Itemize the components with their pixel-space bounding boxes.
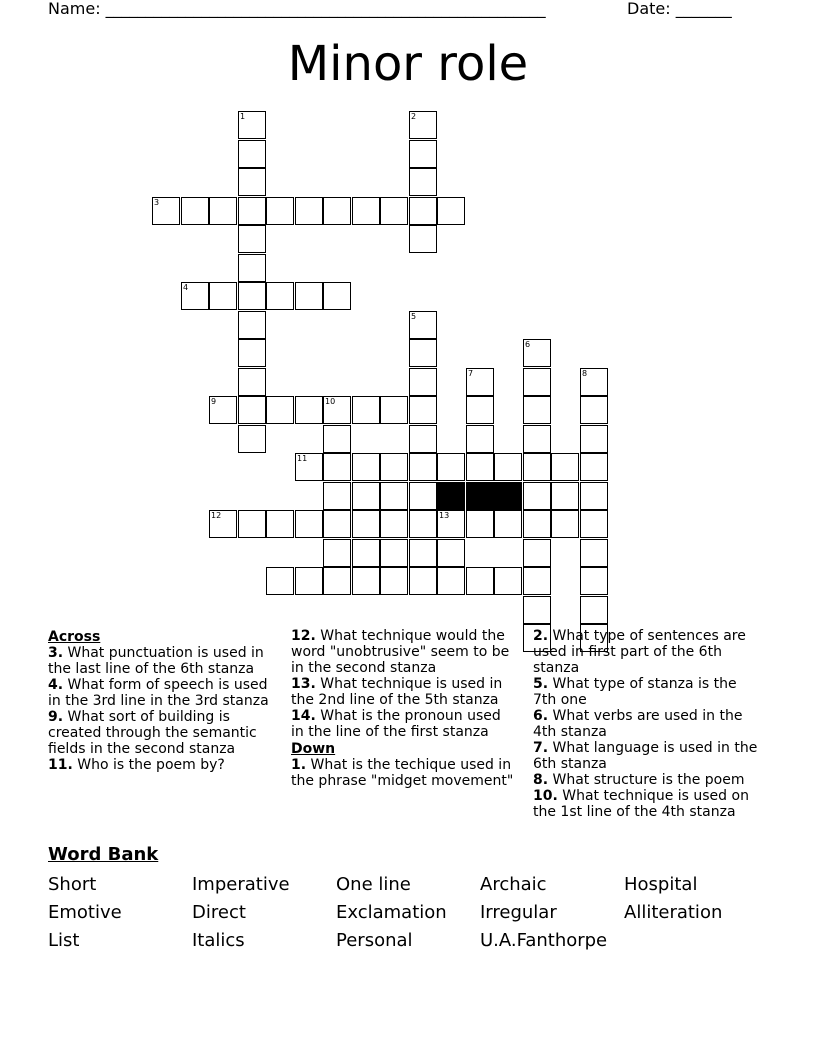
grid-cell[interactable]: [209, 282, 237, 310]
clue-text: What form of speech is used in the 3rd line in the 3rd stanza: [48, 677, 269, 709]
grid-cell[interactable]: [323, 396, 351, 424]
clue-item: [48, 757, 280, 773]
grid-cell[interactable]: [551, 453, 579, 481]
grid-cell[interactable]: [238, 140, 266, 168]
grid-cell[interactable]: [494, 510, 522, 538]
clue-text: What technique would the word "unobtrusive" seem to be in the second stanza: [291, 628, 510, 676]
clue-number: 6: [525, 340, 531, 349]
grid-cell[interactable]: [580, 368, 608, 396]
clue-number: 12.: [291, 628, 316, 644]
clue-text: Who is the poem by?: [72, 757, 225, 773]
grid-cell[interactable]: [295, 510, 323, 538]
grid-cell[interactable]: [551, 510, 579, 538]
clue-number: 11: [297, 454, 308, 463]
grid-cell[interactable]: [323, 539, 351, 567]
clue-text: What type of stanza is the 7th one: [533, 676, 737, 708]
word-bank-item: Personal: [336, 930, 413, 951]
grid-cell[interactable]: [409, 425, 437, 453]
grid-cell[interactable]: [238, 168, 266, 196]
grid-cell[interactable]: [352, 197, 380, 225]
grid-cell[interactable]: [409, 168, 437, 196]
grid-cell[interactable]: [523, 596, 551, 624]
grid-cell[interactable]: [437, 539, 465, 567]
grid-cell[interactable]: [209, 396, 237, 424]
grid-cell[interactable]: [409, 567, 437, 595]
clue-text: What sort of building is created through the semantic fields in the second stanza: [48, 709, 257, 757]
grid-cell[interactable]: [238, 311, 266, 339]
clue-number: 8: [582, 369, 588, 378]
clues-column-1: [48, 628, 280, 773]
clue-number: 5.: [533, 676, 549, 692]
grid-cell[interactable]: [238, 254, 266, 282]
grid-cell[interactable]: [380, 453, 408, 481]
word-bank-item: Irregular: [480, 902, 557, 923]
grid-cell[interactable]: [580, 567, 608, 595]
grid-cell[interactable]: [323, 482, 351, 510]
grid-cell[interactable]: [352, 396, 380, 424]
clue-number: 1.: [291, 757, 307, 773]
word-bank-item: Direct: [192, 902, 246, 923]
grid-cell[interactable]: [523, 539, 551, 567]
grid-cell[interactable]: [380, 482, 408, 510]
grid-cell[interactable]: [295, 282, 323, 310]
clue-text: What is the techique used in the phrase "midget movement": [291, 757, 514, 789]
word-bank-item: Emotive: [48, 902, 122, 923]
clue-number: 9.: [48, 709, 64, 725]
word-bank-item: Hospital: [624, 874, 698, 895]
clue-text: What punctuation is used in the last line of the 6th stanza: [48, 645, 264, 677]
clue-text: What verbs are used in the 4th stanza: [533, 708, 743, 740]
grid-cell[interactable]: [238, 368, 266, 396]
clue-number: 9: [211, 397, 217, 406]
grid-cell[interactable]: [238, 396, 266, 424]
grid-cell[interactable]: [380, 197, 408, 225]
grid-cell[interactable]: [295, 396, 323, 424]
grid-cell[interactable]: [238, 282, 266, 310]
clues-column-2: [291, 628, 516, 789]
grid-cell[interactable]: [266, 282, 294, 310]
grid-cell[interactable]: [238, 339, 266, 367]
grid-cell[interactable]: [238, 111, 266, 139]
grid-cell[interactable]: [409, 197, 437, 225]
grid-cell[interactable]: [437, 510, 465, 538]
grid-block: [437, 482, 465, 510]
clue-text: What is the pronoun used in the line of the first stanza: [291, 708, 501, 740]
grid-cell[interactable]: [409, 311, 437, 339]
grid-cell[interactable]: [580, 396, 608, 424]
word-bank-item: Imperative: [192, 874, 290, 895]
word-bank-item: Archaic: [480, 874, 547, 895]
clue-number: 7: [468, 369, 474, 378]
grid-cell[interactable]: [523, 510, 551, 538]
grid-cell[interactable]: [238, 225, 266, 253]
down-heading: Down: [291, 741, 336, 757]
grid-cell[interactable]: [266, 197, 294, 225]
grid-cell[interactable]: [523, 567, 551, 595]
clue-number: 7.: [533, 740, 549, 756]
grid-cell[interactable]: [209, 510, 237, 538]
grid-cell[interactable]: [409, 539, 437, 567]
clue-item: [533, 708, 758, 740]
grid-cell[interactable]: [380, 396, 408, 424]
clue-number: 10: [325, 397, 336, 406]
grid-cell[interactable]: [238, 425, 266, 453]
grid-cell[interactable]: [580, 425, 608, 453]
grid-cell[interactable]: [323, 453, 351, 481]
clue-number: 3.: [48, 645, 64, 661]
grid-cell[interactable]: [580, 596, 608, 624]
clue-number: 10.: [533, 788, 558, 804]
grid-cell[interactable]: [181, 282, 209, 310]
grid-cell[interactable]: [523, 368, 551, 396]
grid-cell[interactable]: [523, 396, 551, 424]
grid-cell[interactable]: [409, 482, 437, 510]
grid-cell[interactable]: [323, 510, 351, 538]
grid-cell[interactable]: [466, 510, 494, 538]
clue-text: What type of sentences are used in first part of the 6th stanza: [533, 628, 746, 676]
grid-cell[interactable]: [523, 425, 551, 453]
grid-cell[interactable]: [238, 510, 266, 538]
grid-cell[interactable]: [466, 567, 494, 595]
grid-cell[interactable]: [409, 453, 437, 481]
date-field[interactable]: Date: _______: [627, 0, 732, 18]
grid-cell[interactable]: [409, 140, 437, 168]
clue-text: What language is used in the 6th stanza: [533, 740, 758, 772]
grid-cell[interactable]: [295, 197, 323, 225]
clue-item: [533, 628, 758, 676]
grid-cell[interactable]: [323, 282, 351, 310]
clue-number: 4.: [48, 677, 64, 693]
clue-number: 13.: [291, 676, 316, 692]
clue-number: 14.: [291, 708, 316, 724]
name-field[interactable]: Name: _______________________________________________________: [48, 0, 546, 18]
grid-cell[interactable]: [466, 368, 494, 396]
clue-number: 1: [240, 112, 246, 121]
word-bank-item: One line: [336, 874, 411, 895]
word-bank-item: Italics: [192, 930, 245, 951]
clues-column-3: [533, 628, 758, 820]
grid-cell[interactable]: [523, 453, 551, 481]
clue-number: 6.: [533, 708, 549, 724]
grid-cell[interactable]: [551, 482, 579, 510]
grid-cell[interactable]: [323, 197, 351, 225]
clue-item: [291, 628, 516, 676]
grid-cell[interactable]: [352, 539, 380, 567]
grid-cell[interactable]: [494, 453, 522, 481]
grid-cell[interactable]: [266, 510, 294, 538]
clue-item: [48, 677, 280, 709]
clue-item: [533, 788, 758, 820]
clue-number: 3: [154, 198, 160, 207]
clue-item: [48, 645, 280, 677]
across-heading: Across: [48, 629, 101, 645]
clue-text: What technique is used on the 1st line of the 4th stanza: [533, 788, 749, 820]
grid-cell[interactable]: [409, 368, 437, 396]
grid-block: [494, 482, 522, 510]
grid-cell[interactable]: [523, 339, 551, 367]
word-bank-item: List: [48, 930, 80, 951]
clue-text: What structure is the poem: [548, 772, 745, 788]
grid-cell[interactable]: [409, 510, 437, 538]
grid-cell[interactable]: [409, 339, 437, 367]
grid-cell[interactable]: [494, 567, 522, 595]
grid-cell[interactable]: [409, 225, 437, 253]
clue-number: 2: [411, 112, 417, 121]
grid-cell[interactable]: [437, 567, 465, 595]
grid-cell[interactable]: [181, 197, 209, 225]
clue-item: [533, 740, 758, 772]
word-bank-item: Exclamation: [336, 902, 447, 923]
clue-number: 5: [411, 312, 417, 321]
word-bank-title: Word Bank: [48, 844, 159, 865]
clue-item: [48, 709, 280, 757]
grid-cell[interactable]: [323, 425, 351, 453]
grid-cell[interactable]: [466, 453, 494, 481]
grid-cell[interactable]: [352, 482, 380, 510]
clue-number: 12: [211, 511, 222, 520]
grid-cell[interactable]: [380, 510, 408, 538]
grid-cell[interactable]: [295, 453, 323, 481]
grid-cell[interactable]: [295, 567, 323, 595]
grid-cell[interactable]: [409, 111, 437, 139]
page-title: Minor role: [287, 36, 529, 92]
grid-cell[interactable]: [209, 197, 237, 225]
grid-cell[interactable]: [409, 396, 437, 424]
clue-item: [291, 676, 516, 708]
grid-cell[interactable]: [466, 425, 494, 453]
grid-cell[interactable]: [266, 396, 294, 424]
clue-number: 8.: [533, 772, 549, 788]
grid-cell[interactable]: [266, 567, 294, 595]
clue-item: [291, 757, 516, 789]
clue-number: 11.: [48, 757, 73, 773]
grid-cell[interactable]: [380, 539, 408, 567]
clue-number: 2.: [533, 628, 549, 644]
grid-cell[interactable]: [238, 197, 266, 225]
grid-cell[interactable]: [523, 482, 551, 510]
word-bank-item: Short: [48, 874, 97, 895]
grid-cell[interactable]: [580, 453, 608, 481]
grid-cell[interactable]: [580, 510, 608, 538]
grid-block: [466, 482, 494, 510]
grid-cell[interactable]: [580, 482, 608, 510]
grid-cell[interactable]: [352, 567, 380, 595]
clue-number: 4: [183, 283, 189, 292]
word-bank-item: U.A.Fanthorpe: [480, 930, 608, 951]
grid-cell[interactable]: [580, 539, 608, 567]
grid-cell[interactable]: [152, 197, 180, 225]
grid-cell[interactable]: [380, 567, 408, 595]
clue-text: What technique is used in the 2nd line of the 5th stanza: [291, 676, 503, 708]
word-bank-item: Alliteration: [624, 902, 723, 923]
grid-cell[interactable]: [352, 510, 380, 538]
grid-cell[interactable]: [323, 567, 351, 595]
clue-number: 13: [439, 511, 450, 520]
grid-cell[interactable]: [437, 453, 465, 481]
clue-item: [533, 772, 758, 788]
grid-cell[interactable]: [352, 453, 380, 481]
clue-item: [533, 676, 758, 708]
grid-cell[interactable]: [437, 197, 465, 225]
clue-item: [291, 708, 516, 740]
grid-cell[interactable]: [466, 396, 494, 424]
